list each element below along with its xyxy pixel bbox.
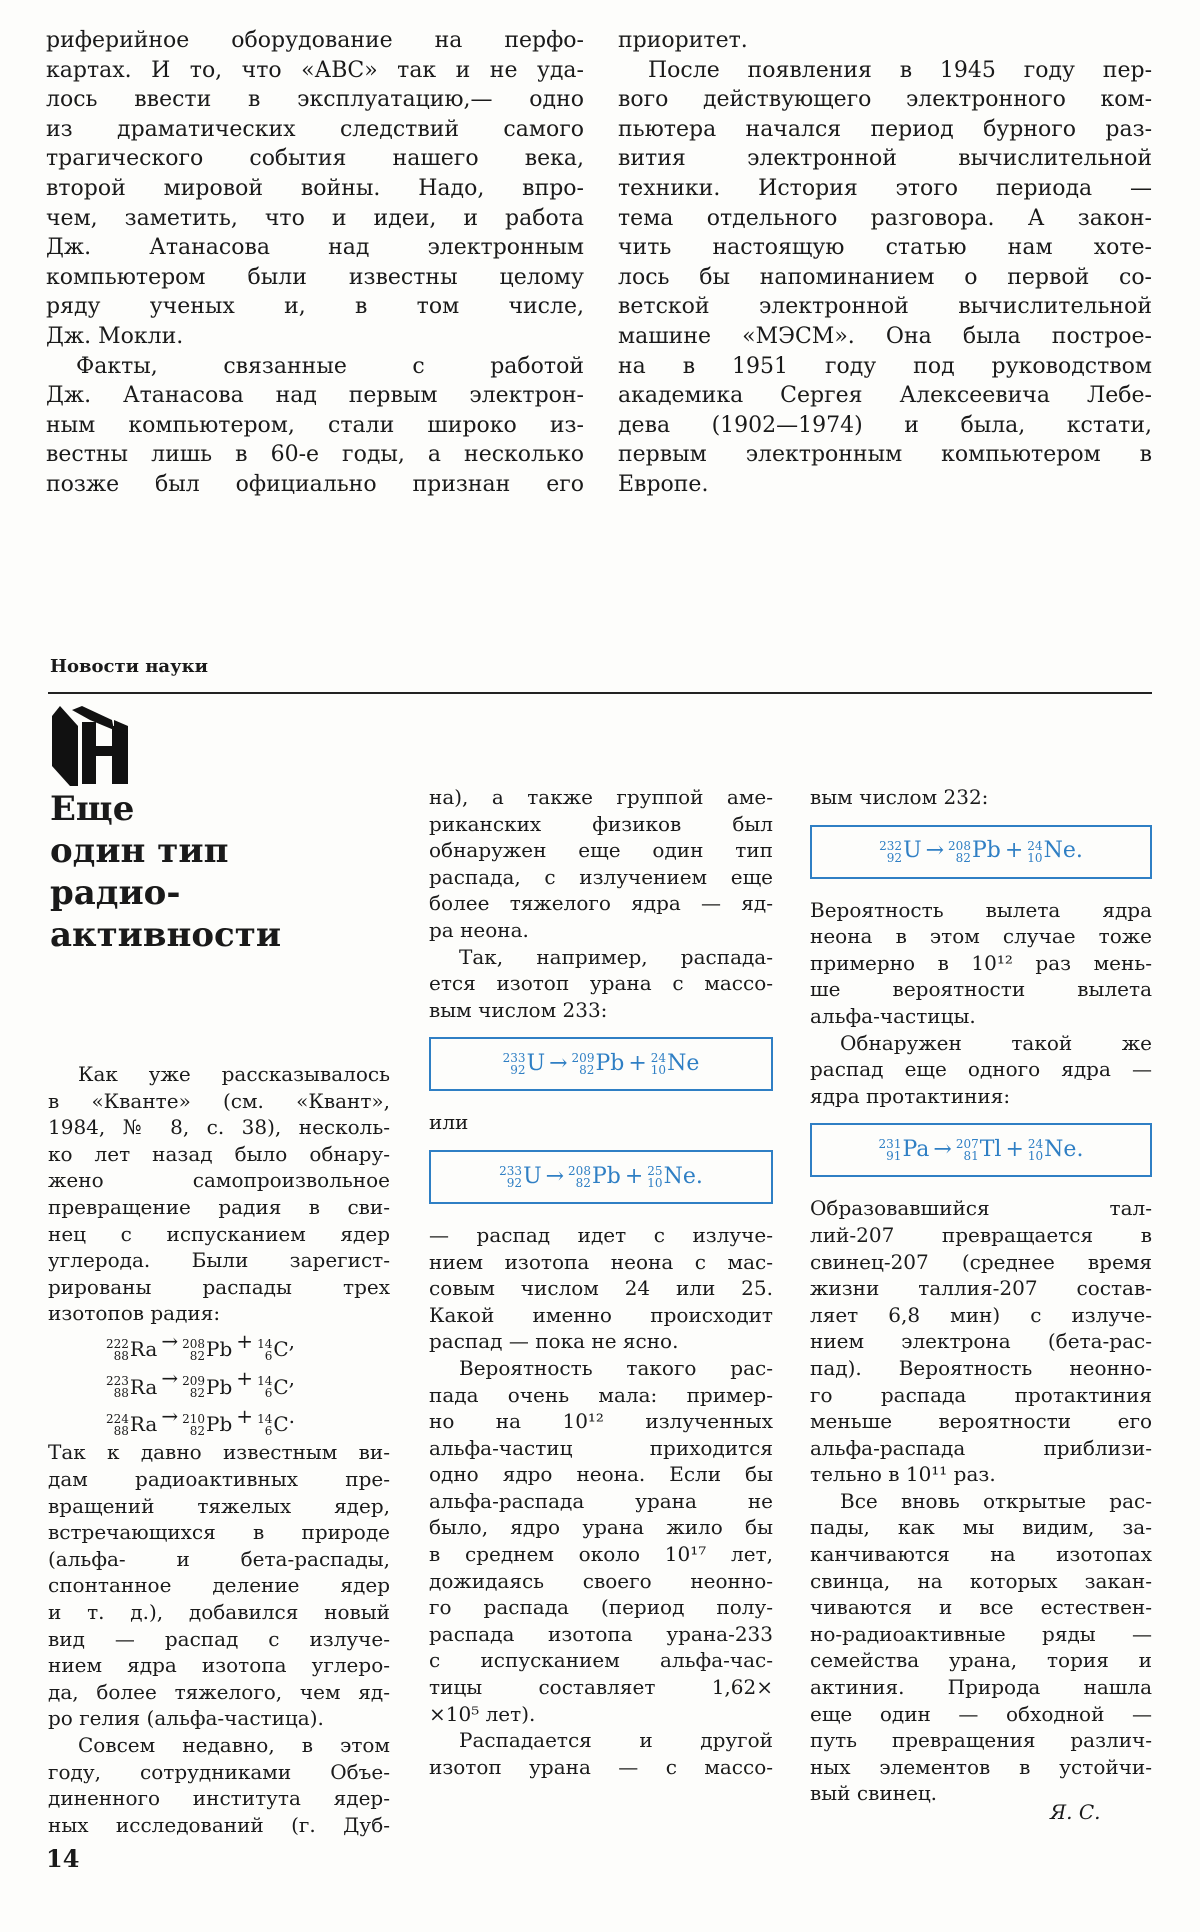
element-symbol: C — [273, 1337, 289, 1362]
mass-charge — [257, 1413, 272, 1437]
news-logo-icon — [52, 706, 136, 786]
mass-number: 24 — [1027, 838, 1043, 853]
mass-charge — [182, 1413, 205, 1437]
text-line: жено самопроизвольное — [48, 1168, 390, 1193]
atomic-number: 81 — [963, 1149, 979, 1164]
paragraph — [48, 1732, 390, 1838]
text-line: семейства урана, тория и — [810, 1648, 1152, 1673]
text-line: нием электрона (бета-рас- — [810, 1329, 1152, 1354]
text-line: ядра протактиния: — [810, 1083, 1011, 1108]
nuclide — [503, 1051, 545, 1078]
nuclide — [956, 1137, 1002, 1164]
formula-box — [810, 825, 1152, 879]
element-symbol: Ne — [1044, 1137, 1077, 1163]
formula-box — [429, 1150, 773, 1204]
text-line: распада изотопа урана-233 — [429, 1621, 773, 1646]
arrow-symbol: → — [545, 1163, 565, 1189]
text-line: ше вероятности вылета — [810, 977, 1152, 1002]
nuclide — [647, 1164, 696, 1191]
text-line: чем, заметить, что и идеи, и работа — [46, 205, 584, 231]
text-line: еще один — обходной — — [810, 1701, 1152, 1726]
element-symbol: Pb — [206, 1374, 233, 1399]
text-line: диненного института ядер- — [48, 1786, 390, 1811]
paragraph — [46, 352, 584, 500]
mass-number: 224 — [106, 1411, 129, 1426]
atomic-number: 92 — [886, 850, 903, 865]
element-symbol: Ne — [667, 1051, 700, 1077]
mass-number: 208 — [568, 1163, 591, 1178]
text-line: ×10⁵ лет). — [429, 1701, 536, 1726]
text-line: Образовавшийся тал- — [810, 1196, 1152, 1221]
text-line: риканских физиков был — [429, 811, 773, 836]
paragraph — [810, 1195, 1152, 1488]
text-line: более тяжелого ядра — яд- — [429, 891, 773, 916]
text-line: После появления в 1945 году пер- — [648, 57, 1152, 83]
atomic-number: 92 — [510, 1063, 526, 1078]
element-symbol: U — [526, 1051, 546, 1077]
text-line: Все вновь открытые рас- — [840, 1488, 1152, 1513]
text-line: ляет 6,8 мин) с излуче- — [810, 1302, 1152, 1327]
atomic-number: 10 — [1027, 850, 1043, 865]
text-line: — распад идет с излуче- — [429, 1222, 773, 1247]
text-line: в среднем около 10¹⁷ лет, — [429, 1542, 773, 1567]
page-number: 14 — [46, 1844, 80, 1873]
text-line: второй мировой войны. Надо, впро- — [46, 175, 584, 201]
arrow-symbol: → — [161, 1403, 179, 1428]
nuclide — [948, 838, 1001, 865]
formula-box — [810, 1123, 1152, 1177]
text-line: свинец-207 (среднее время — [810, 1249, 1152, 1274]
article-title — [50, 788, 281, 956]
element-symbol: C — [273, 1412, 289, 1437]
formula-end: . — [695, 1163, 703, 1189]
text-line: нием ядра изотопа углеро- — [48, 1653, 390, 1678]
mass-charge — [956, 1138, 979, 1162]
text-line: первым электронным компьютером в — [618, 442, 1152, 468]
mass-number: 222 — [106, 1336, 129, 1351]
atomic-number: 6 — [264, 1423, 273, 1438]
plus-symbol: + — [236, 1366, 254, 1391]
paragraph — [618, 56, 1152, 500]
text-line: вестны лишь в 60-е годы, а несколько — [46, 442, 584, 468]
nuclide — [182, 1373, 232, 1402]
paragraph — [810, 784, 1152, 811]
nuclide — [572, 1051, 625, 1078]
nuclide — [182, 1335, 232, 1364]
text-line: Какой именно происходит — [429, 1302, 773, 1327]
text-line: трагического события нашего века, — [46, 146, 584, 172]
element-symbol: Ne — [1043, 838, 1076, 864]
text-line: распад еще одного ядра — — [810, 1057, 1152, 1082]
mass-number: 233 — [499, 1163, 523, 1178]
top-column-left — [46, 26, 584, 500]
nuclide — [106, 1410, 157, 1439]
text-line: пад). Вероятность неонно- — [810, 1355, 1152, 1380]
text-line: лось бы напоминанием о первой со- — [618, 264, 1152, 290]
element-symbol: Pb — [971, 838, 1001, 864]
arrow-symbol: → — [933, 1137, 952, 1163]
atomic-number: 6 — [264, 1348, 273, 1363]
paragraph — [429, 1727, 773, 1780]
text-line: обнаружен еще один тип — [429, 838, 773, 863]
text-line: техники. История этого периода — — [618, 175, 1152, 201]
text-line: да, более тяжелого, чем яд- — [48, 1679, 390, 1704]
paragraph — [429, 784, 773, 944]
text-line: го распада протактиния — [810, 1382, 1152, 1407]
element-symbol: Pb — [206, 1337, 233, 1362]
plus-symbol: + — [236, 1403, 254, 1428]
atomic-number: 82 — [955, 850, 971, 865]
mass-number: 25 — [647, 1163, 663, 1178]
text-line: встречающихся в природе — [48, 1520, 390, 1545]
element-symbol: Pb — [591, 1163, 621, 1189]
nuclide — [257, 1410, 289, 1439]
mass-number: 209 — [571, 1051, 595, 1066]
nuclide — [499, 1164, 541, 1191]
text-line: ных исследований (г. Дуб- — [48, 1812, 390, 1837]
plus-symbol: + — [628, 1051, 647, 1077]
text-line: нец с испусканием ядер — [48, 1221, 390, 1246]
text-line: вым числом 233: — [429, 997, 608, 1022]
text-line: году, сотрудниками Объе- — [48, 1759, 390, 1784]
text-line: Совсем недавно, в этом — [78, 1732, 390, 1757]
text-line: тельно в 10¹¹ раз. — [810, 1462, 996, 1487]
arrow-symbol: → — [549, 1051, 568, 1077]
text-line: ра неона. — [429, 917, 529, 942]
paragraph — [429, 1222, 773, 1355]
text-line: вым числом 232: — [810, 785, 989, 809]
nuclide — [1028, 1137, 1077, 1164]
mass-charge — [568, 1165, 591, 1189]
title-line: радио- — [50, 873, 181, 913]
paragraph — [429, 1355, 773, 1727]
text-line: позже был официально признан его — [46, 471, 584, 497]
text-line: рированы распады трех — [48, 1274, 390, 1299]
mass-number: 208 — [182, 1336, 206, 1351]
element-symbol: Ra — [129, 1374, 158, 1399]
mass-number: 232 — [879, 838, 903, 853]
text-line: и т. д.), добавился новый — [48, 1600, 390, 1624]
article-column-3 — [810, 784, 1152, 1807]
text-line: Так, например, распада- — [459, 944, 773, 969]
mass-number: 24 — [1027, 1137, 1044, 1152]
formula — [48, 1364, 390, 1402]
text-line: жизни таллия-207 состав- — [810, 1276, 1152, 1301]
text-line: распада, с излучением еще — [429, 864, 773, 889]
text-line: путь превращения различ- — [810, 1728, 1152, 1753]
nuclide — [651, 1051, 700, 1078]
mass-charge — [499, 1165, 522, 1189]
nuclide — [1027, 838, 1076, 865]
text-line: примерно в 10¹² раз мень- — [810, 950, 1152, 975]
text-line: Вероятность вылета ядра — [810, 897, 1152, 922]
text-line: Вероятность такого рас- — [459, 1355, 773, 1380]
title-line: активности — [50, 915, 282, 955]
arrow-symbol: → — [161, 1328, 179, 1353]
element-symbol: Tl — [979, 1137, 1002, 1163]
mass-charge — [106, 1375, 129, 1399]
text-line: 1984, № 8, с. 38), несколь- — [48, 1115, 390, 1140]
atomic-number: 10 — [650, 1063, 667, 1078]
paragraph — [810, 897, 1152, 1030]
paragraph — [618, 26, 1152, 56]
text-line: приоритет. — [618, 28, 748, 53]
arrow-symbol: → — [161, 1366, 179, 1391]
text-line: альфа-частицы. — [810, 1003, 976, 1028]
formula-box — [429, 1037, 773, 1091]
text-line: ро гелия (альфа-частица). — [48, 1706, 324, 1731]
text-line: ряду ученых и, в том числе, — [46, 294, 584, 320]
formula-end: . — [288, 1403, 296, 1428]
text-line: машине «МЭСМ». Она была построе- — [618, 323, 1152, 349]
mass-charge — [1027, 840, 1042, 864]
text-line: дожидаясь своего неонно- — [429, 1568, 773, 1593]
mass-charge — [106, 1413, 129, 1437]
article-column-2 — [429, 784, 773, 1780]
text-line: ных элементов в устойчи- — [810, 1754, 1152, 1779]
element-symbol: Ra — [129, 1412, 158, 1437]
text-line: лось ввести в эксплуатацию,— одно — [46, 87, 584, 113]
plus-symbol: + — [1005, 1137, 1024, 1163]
text-line: пада очень мала: пример- — [429, 1382, 773, 1407]
nuclide — [568, 1164, 621, 1191]
element-symbol: Ne — [663, 1163, 696, 1189]
text-line: вид — распад с излуче- — [48, 1626, 390, 1651]
text-line: но на 10¹² излученных — [429, 1409, 773, 1434]
arrow-symbol: → — [925, 838, 945, 864]
mass-number: 209 — [182, 1374, 206, 1389]
text-line: превращение радия в сви- — [48, 1194, 390, 1219]
text-line: Обнаружен такой же — [840, 1030, 1152, 1055]
mass-number: 233 — [502, 1051, 526, 1066]
element-symbol: U — [903, 838, 922, 864]
atomic-number: 92 — [506, 1175, 523, 1190]
mass-number: 14 — [257, 1374, 273, 1389]
text-line: Так к давно известным ви- — [48, 1440, 390, 1465]
title-line: один тип — [50, 831, 229, 871]
text-line: Распадается и другой — [459, 1728, 773, 1753]
title-line: Еще — [50, 789, 135, 829]
text-line: совым числом 24 или 25. — [429, 1276, 773, 1301]
article-column-1 — [48, 1061, 390, 1838]
element-symbol: C — [273, 1374, 289, 1399]
nuclide — [257, 1373, 289, 1402]
text-line: дам радиоактивных пре- — [48, 1467, 390, 1492]
text-word: или — [429, 1110, 469, 1135]
text-line: в «Кванте» (см. «Квант», — [48, 1088, 390, 1113]
atomic-number: 82 — [579, 1063, 595, 1078]
text-line: но-радиоактивные ряды — — [810, 1621, 1152, 1646]
formula — [48, 1327, 390, 1365]
mass-charge — [106, 1338, 129, 1362]
element-symbol: Ra — [129, 1337, 158, 1362]
text-line: одно ядро неона. Если бы — [429, 1462, 773, 1487]
text-line: Дж. Мокли. — [46, 323, 184, 349]
text-line: с испусканием альфа-час- — [429, 1648, 773, 1673]
text-line: го распада (период полу- — [429, 1595, 773, 1620]
mass-charge — [879, 1138, 902, 1162]
mass-number: 14 — [257, 1336, 273, 1351]
mass-charge — [647, 1165, 662, 1189]
text-line: актиния. Природа нашла — [810, 1675, 1152, 1700]
text-line: альфа-распада урана не — [429, 1488, 773, 1513]
element-symbol: Pb — [595, 1051, 625, 1077]
mass-number: 231 — [878, 1137, 902, 1152]
paragraph — [810, 1030, 1152, 1110]
text-line: вития электронной вычислительной — [618, 146, 1152, 172]
formula-end: . — [1076, 1137, 1084, 1163]
text-line: канчиваются на изотопах — [810, 1542, 1152, 1567]
text-line: чить настоящую статью нам хоте- — [618, 235, 1152, 261]
mass-charge — [257, 1375, 272, 1399]
text-line: картах. И то, что «АВС» так и не уда- — [46, 57, 584, 83]
text-line: свинца, на которых закан- — [810, 1568, 1152, 1593]
atomic-number: 6 — [264, 1386, 273, 1401]
text-line: меньше вероятности его — [810, 1409, 1152, 1434]
mass-charge — [572, 1052, 595, 1076]
text-line: чиваются и все естествен- — [810, 1595, 1152, 1620]
text-line: Как уже рассказывалось — [78, 1062, 390, 1086]
nuclide — [257, 1335, 289, 1364]
author-signature: Я. С. — [1050, 1800, 1101, 1824]
nuclide — [879, 1137, 930, 1164]
mass-charge — [503, 1052, 526, 1076]
text-line: нием изотопа неона с мас- — [429, 1249, 773, 1274]
atomic-number: 82 — [189, 1423, 206, 1438]
text-line: ным компьютером, стали широко из- — [46, 412, 584, 438]
text-line: изотоп урана — с массо- — [429, 1754, 773, 1779]
mass-charge — [1028, 1138, 1043, 1162]
text-line: Факты, связанные с работой — [76, 353, 584, 379]
text-line: спонтанное деление ядер — [48, 1573, 390, 1598]
element-symbol: Pa — [902, 1137, 930, 1163]
mass-charge — [182, 1338, 205, 1362]
mass-number: 207 — [955, 1137, 979, 1152]
text-line: альфа-частиц приходится — [429, 1435, 773, 1460]
nuclide — [182, 1410, 232, 1439]
text-line: академика Сергея Алексеевича Лебе- — [618, 383, 1152, 409]
atomic-number: 82 — [189, 1386, 206, 1401]
text-line: вый свинец. — [810, 1781, 938, 1806]
mass-charge — [948, 840, 971, 864]
mass-charge — [257, 1338, 272, 1362]
paragraph — [48, 1061, 390, 1327]
text-line: Европе. — [618, 471, 709, 497]
text-line: Дж. Атанасова над первым электрон- — [46, 383, 584, 409]
paragraph — [429, 944, 773, 1024]
text-line: пады, как мы видим, за- — [810, 1515, 1152, 1540]
text-line: изотопов радия: — [48, 1301, 221, 1326]
text-line: ветской электронной вычислительной — [618, 294, 1152, 320]
text-line: из драматических следствий самого — [46, 116, 584, 142]
nuclide — [106, 1335, 157, 1364]
atomic-number: 10 — [647, 1175, 663, 1190]
plus-symbol: + — [1004, 838, 1024, 864]
atomic-number: 10 — [1027, 1149, 1044, 1164]
formula-end: , — [288, 1366, 296, 1391]
text-line: распад — пока не ясно. — [429, 1329, 679, 1354]
mass-number: 210 — [182, 1411, 206, 1426]
mass-charge — [879, 840, 902, 864]
text-line: ется изотоп урана с массо- — [429, 971, 773, 996]
paragraph — [810, 1488, 1152, 1807]
text-line: ко лет назад было обнару- — [48, 1141, 390, 1166]
text-line: вращений тяжелых ядер, — [48, 1493, 390, 1518]
text-line: на в 1951 году под руководством — [618, 353, 1152, 379]
atomic-number: 88 — [113, 1386, 129, 1401]
text-line: (альфа- и бета-распады, — [48, 1546, 390, 1571]
text-line: вого действующего электронного ком- — [618, 87, 1152, 113]
atomic-number: 88 — [113, 1348, 129, 1363]
text-line: риферийное оборудование на перфо- — [46, 28, 584, 53]
section-label: Новости науки — [50, 656, 208, 677]
mass-charge — [182, 1375, 205, 1399]
atomic-number: 88 — [113, 1423, 129, 1438]
formula — [48, 1402, 390, 1440]
text-line: углерода. Были зарегист- — [48, 1248, 390, 1273]
formula-end: . — [1075, 838, 1083, 864]
text-line: лий-207 превращается в — [810, 1222, 1152, 1247]
mass-number: 24 — [650, 1051, 667, 1066]
plus-symbol: + — [236, 1328, 254, 1353]
plus-symbol: + — [624, 1163, 644, 1189]
atomic-number: 82 — [189, 1348, 206, 1363]
text-line: пьютера начался период бурного раз- — [618, 116, 1152, 142]
text-line: неона в этом случае тоже — [810, 924, 1152, 949]
atomic-number: 82 — [575, 1175, 591, 1190]
nuclide — [879, 838, 921, 865]
mass-number: 208 — [948, 838, 971, 853]
text-line: дева (1902—1974) и была, кстати, — [618, 412, 1152, 438]
paragraph — [48, 1439, 390, 1732]
mass-number: 14 — [257, 1411, 273, 1426]
top-column-right — [618, 26, 1152, 500]
atomic-number: 91 — [886, 1149, 902, 1164]
element-symbol: Pb — [206, 1412, 233, 1437]
text-line: компьютером были известны целому — [46, 264, 584, 290]
section-divider — [48, 692, 1152, 694]
text-line: тема отдельного разговора. А закон- — [618, 205, 1152, 231]
text-line: Дж. Атанасова над электронным — [46, 235, 584, 261]
text-line: тицы составляет 1,62× — [429, 1675, 773, 1700]
text-line: было, ядро урана жило бы — [429, 1515, 773, 1540]
formula-end: , — [288, 1328, 296, 1353]
paragraph — [46, 26, 584, 352]
mass-number: 223 — [106, 1374, 129, 1389]
element-symbol: U — [523, 1163, 542, 1189]
mass-charge — [651, 1052, 666, 1076]
text-line: на), а также группой аме- — [429, 785, 773, 809]
nuclide — [106, 1373, 157, 1402]
text-line: альфа-распада приблизи- — [810, 1435, 1152, 1460]
